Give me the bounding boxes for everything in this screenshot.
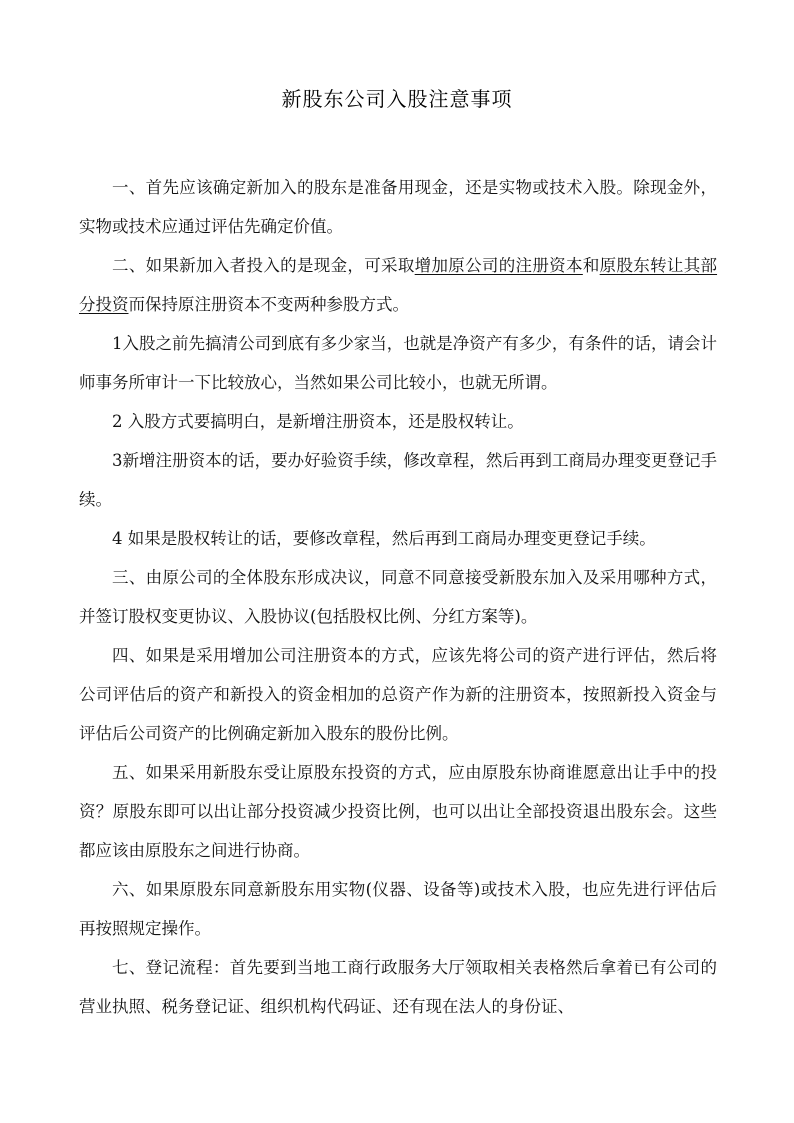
paragraph-10: 六、如果原股东同意新股东用实物(仪器、设备等)或技术入股，也应先进行评估后再按照规定操作。 bbox=[79, 880, 717, 938]
document-title: 新股东公司入股注意事项 bbox=[281, 87, 513, 111]
underlined-term-transfer-investment: 原股东转让其部分投资 bbox=[79, 256, 718, 314]
paragraph-3: 1入股之前先搞清公司到底有多少家当，也就是净资产有多少，有条件的话，请会计师事务所审计一下比较放心，当然如果公司比较小，也就无所谓。 bbox=[79, 334, 717, 392]
paragraph-5: 3新增注册资本的话，要办好验资手续，修改章程，然后再到工商局办理变更登记手续。 bbox=[79, 451, 717, 509]
paragraph-2 bbox=[79, 246, 717, 324]
paragraph-2-text-start: 二、如果新加入者投入的是现金，可采取 bbox=[112, 256, 415, 275]
paragraph-4: 2 入股方式要搞明白，是新增注册资本，还是股权转让。 bbox=[112, 412, 524, 431]
underlined-term-increase-capital: 增加原公司的注册资本 bbox=[414, 256, 583, 275]
paragraph-1: 一、首先应该确定新加入的股东是准备用现金，还是实物或技术入股。除现金外，实物或技术应通过评估先确定价值。 bbox=[79, 178, 717, 236]
paragraph-9: 五、如果采用新股东受让原股东投资的方式，应由原股东协商谁愿意出让手中的投资？原股东即可以出让部分投资减少投资比例，也可以出让全部投资退出股东会。这些都应该由原股东之间进行协商。 bbox=[79, 763, 717, 860]
paragraph-11: 七、登记流程：首先要到当地工商行政服务大厅领取相关表格然后拿着已有公司的营业执照、税务登记证、组织机构代码证、还有现在法人的身份证、 bbox=[79, 958, 717, 1016]
paragraph-7: 三、由原公司的全体股东形成决议，同意不同意接受新股东加入及采用哪种方式，并签订股权变更协议、入股协议(包括股权比例、分红方案等)。 bbox=[79, 568, 717, 626]
paragraph-2-text-middle: 和 bbox=[582, 256, 600, 275]
paragraph-2-text-end: 而保持原注册资本不变两种参股方式。 bbox=[128, 295, 409, 314]
document-body bbox=[79, 168, 717, 1026]
paragraph-6: 4 如果是股权转让的话，要修改章程，然后再到工商局办理变更登记手续。 bbox=[112, 529, 656, 548]
paragraph-8: 四、如果是采用增加公司注册资本的方式，应该先将公司的资产进行评估，然后将公司评估后的资产和新投入的资金相加的总资产作为新的注册资本，按照新投入资金与评估后公司资产的比例确定新加入股东的股份比例。 bbox=[79, 646, 717, 743]
